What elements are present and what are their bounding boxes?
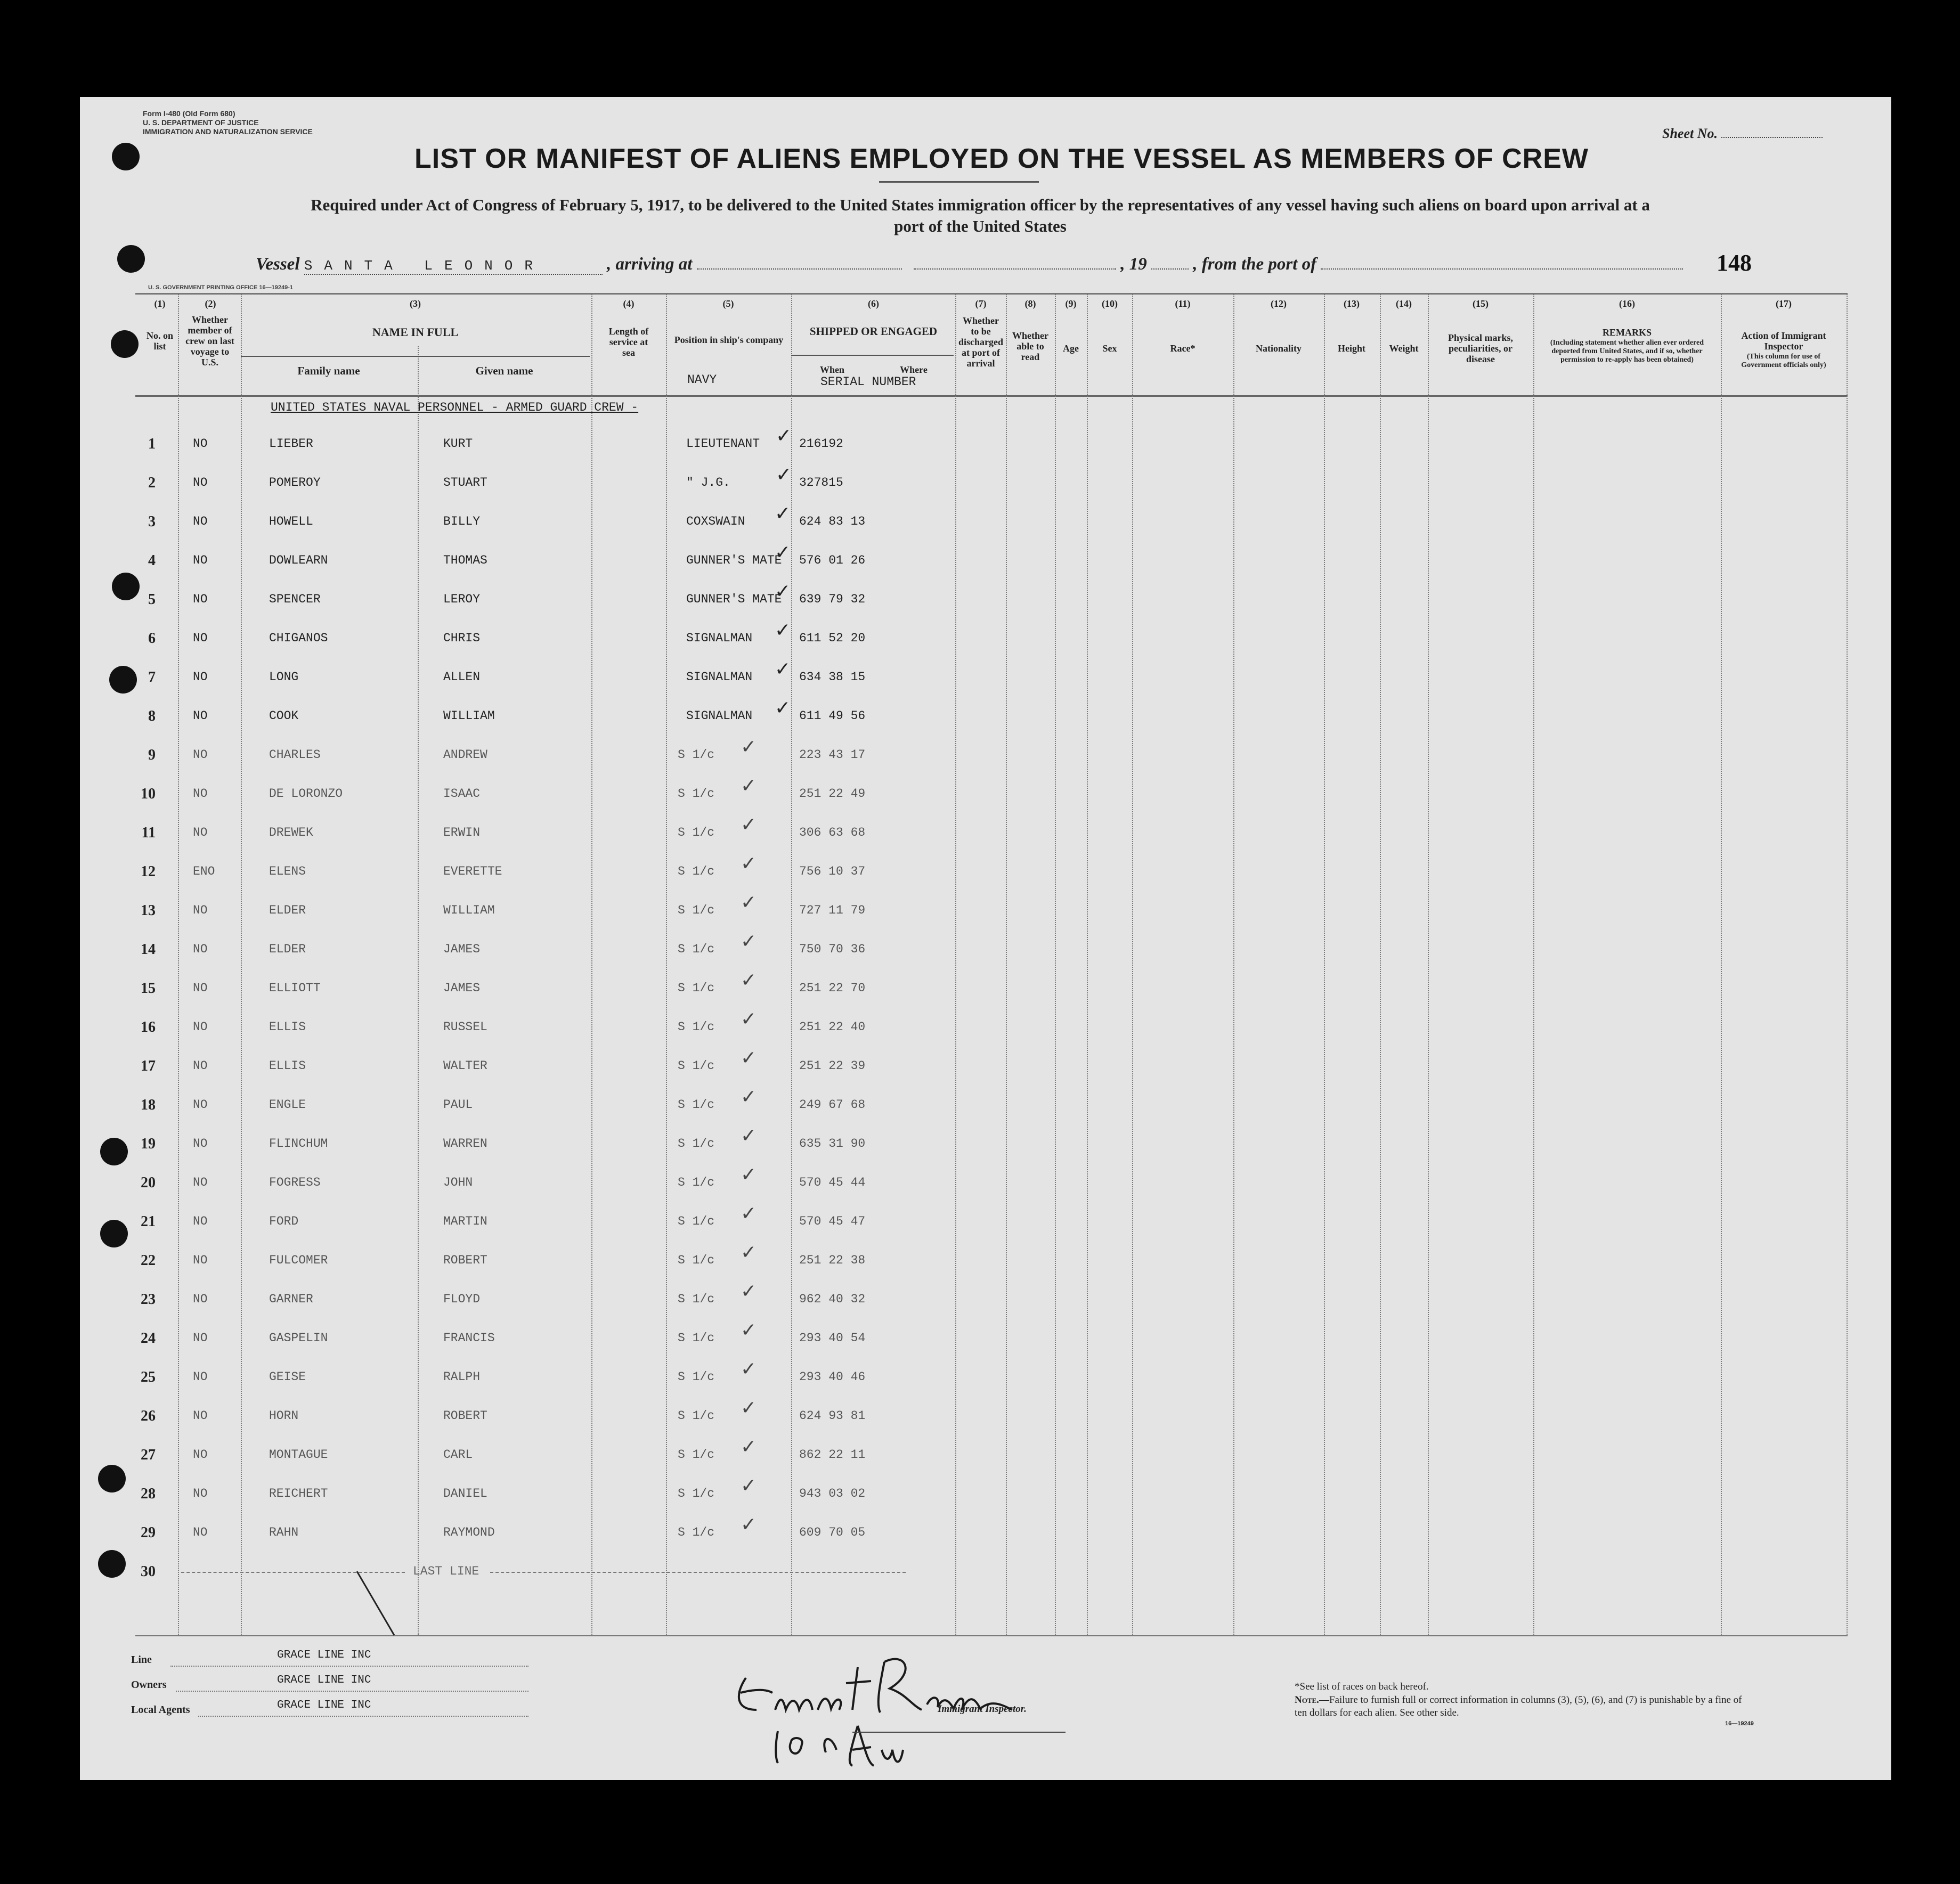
- column-number: (7): [975, 298, 987, 309]
- given-name: RALPH: [443, 1370, 481, 1384]
- column-number: (11): [1175, 298, 1191, 309]
- prior-voyage: ENO: [193, 864, 215, 878]
- row-number: 20: [141, 1175, 156, 1191]
- document-title: LIST OR MANIFEST OF ALIENS EMPLOYED ON THE VESSEL AS MEMBERS OF CREW: [414, 143, 1589, 174]
- position: SIGNALMAN: [686, 670, 753, 684]
- column-number: (15): [1473, 298, 1489, 309]
- prior-voyage: NO: [193, 437, 208, 451]
- row-number: 7: [148, 669, 156, 686]
- family-name: FORD: [269, 1214, 299, 1228]
- serial-number: 962 40 32: [799, 1292, 866, 1306]
- prior-voyage: NO: [193, 981, 208, 995]
- serial-number: 943 03 02: [799, 1487, 866, 1500]
- column-header-remarks: REMARKS: [1602, 327, 1652, 338]
- row-number: 19: [141, 1136, 156, 1152]
- row-number: 10: [141, 786, 156, 802]
- row-number: 13: [141, 902, 156, 919]
- inspector-signature: [725, 1630, 1071, 1768]
- check-mark-icon: ✓: [776, 464, 792, 486]
- family-name: GEISE: [269, 1370, 306, 1384]
- prior-voyage: NO: [193, 1020, 208, 1034]
- position: SIGNALMAN: [686, 631, 753, 645]
- check-mark-icon: ✓: [775, 542, 791, 564]
- row-number: 24: [141, 1330, 156, 1347]
- prior-voyage: NO: [193, 476, 208, 490]
- prior-voyage: NO: [193, 553, 208, 567]
- family-name: FLINCHUM: [269, 1137, 328, 1151]
- column-header-family-name: Family name: [297, 364, 360, 377]
- check-mark-icon: ✓: [775, 619, 791, 641]
- last-line: LAST LINE: [413, 1564, 479, 1578]
- given-name: ROBERT: [443, 1253, 487, 1267]
- row-number: 22: [141, 1252, 156, 1269]
- subtitle-line: Required under Act of Congress of February 5, 1917, to be delivered to the United States immigration officer by the representatives of any vessel having such aliens on board upon arrival at a: [311, 195, 1650, 214]
- serial-number: 756 10 37: [799, 864, 866, 878]
- prior-voyage: NO: [193, 1409, 208, 1423]
- row-number: 2: [148, 475, 156, 491]
- prior-voyage: NO: [193, 1176, 208, 1189]
- position: S 1/c: [678, 1487, 715, 1500]
- prior-voyage: NO: [193, 515, 208, 528]
- footer-line-value: GRACE LINE INC: [277, 1649, 371, 1661]
- row-number: 28: [141, 1486, 156, 1502]
- check-mark-icon: ✓: [741, 1514, 757, 1536]
- position: S 1/c: [678, 1214, 715, 1228]
- family-name: ELLIOTT: [269, 981, 321, 995]
- given-name: WILLIAM: [443, 709, 495, 723]
- form-id-line: U. S. DEPARTMENT OF JUSTICE: [143, 118, 259, 127]
- prior-voyage: NO: [193, 592, 208, 606]
- row-number: 4: [148, 552, 156, 569]
- check-mark-icon: ✓: [775, 503, 791, 525]
- position: S 1/c: [678, 864, 715, 878]
- column-header-height: Height: [1338, 343, 1365, 354]
- row-number: 18: [141, 1097, 156, 1113]
- column-header-weight: Weight: [1389, 343, 1419, 354]
- position: S 1/c: [678, 1020, 715, 1034]
- given-name: RAYMOND: [443, 1526, 495, 1539]
- printing-office: U. S. GOVERNMENT PRINTING OFFICE 16—19249-1: [148, 284, 294, 291]
- handwritten-note: 10 00 Arv: [788, 1758, 815, 1764]
- position: S 1/c: [678, 787, 715, 801]
- position: S 1/c: [678, 1098, 715, 1112]
- check-mark-icon: ✓: [741, 1358, 757, 1380]
- column-header-age: Age: [1063, 343, 1079, 354]
- column-header-position: Position in ship's company: [674, 335, 784, 345]
- position: S 1/c: [678, 903, 715, 917]
- check-mark-icon: ✓: [741, 1436, 757, 1458]
- section-heading: UNITED STATES NAVAL PERSONNEL - ARMED GUARD CREW -: [271, 401, 639, 414]
- check-mark-icon: ✓: [741, 1319, 757, 1341]
- check-mark-icon: ✓: [741, 892, 757, 914]
- serial-number: 251 22 39: [799, 1059, 866, 1073]
- given-name: LEROY: [443, 592, 481, 606]
- column-number: (4): [623, 298, 635, 309]
- prior-voyage: NO: [193, 942, 208, 956]
- family-name: CHARLES: [269, 748, 321, 762]
- footer-owners-label: Owners: [131, 1679, 167, 1691]
- row-number: 17: [141, 1058, 156, 1074]
- family-name: RAHN: [269, 1526, 299, 1539]
- column-header-race: Race*: [1170, 343, 1195, 354]
- prior-voyage: NO: [193, 903, 208, 917]
- family-name: ENGLE: [269, 1098, 306, 1112]
- row-number: 27: [141, 1447, 156, 1463]
- subtitle-line: port of the United States: [894, 217, 1067, 235]
- row-number: 11: [141, 825, 156, 841]
- given-name: ERWIN: [443, 826, 481, 839]
- note-text: —Failure to furnish full or correct information in columns (3), (5), (6), and (7) is punishable by a fine of ten dollars for each alien. See other side.: [1295, 1694, 1742, 1718]
- column-header-no: No. on list: [146, 330, 173, 352]
- serial-number: 306 63 68: [799, 826, 866, 839]
- check-mark-icon: ✓: [741, 1164, 757, 1186]
- given-name: JAMES: [443, 942, 481, 956]
- given-name: FRANCIS: [443, 1331, 495, 1345]
- serial-number: 251 22 70: [799, 981, 866, 995]
- footer-owners-value: GRACE LINE INC: [277, 1674, 371, 1686]
- binder-hole: [98, 1465, 126, 1492]
- document-subtitle: [160, 194, 1801, 237]
- sheet-label-text: Sheet No.: [1662, 126, 1718, 141]
- page-number: 148: [1717, 250, 1752, 276]
- check-mark-icon: ✓: [741, 1242, 757, 1263]
- family-name: ELLIS: [269, 1059, 306, 1073]
- given-name: KURT: [443, 437, 473, 451]
- prior-voyage: NO: [193, 1253, 208, 1267]
- serial-number: 251 22 40: [799, 1020, 866, 1034]
- column-number: (14): [1396, 298, 1412, 309]
- column-number: (2): [205, 298, 216, 309]
- row-number: 30: [141, 1563, 156, 1580]
- check-mark-icon: ✓: [741, 1008, 757, 1030]
- serial-number: 293 40 46: [799, 1370, 866, 1384]
- position: S 1/c: [678, 1448, 715, 1462]
- given-name: MARTIN: [443, 1214, 487, 1228]
- prior-voyage: NO: [193, 670, 208, 684]
- check-mark-icon: ✓: [776, 425, 792, 447]
- prior-voyage: NO: [193, 631, 208, 645]
- footer-agents-value: GRACE LINE INC: [277, 1699, 371, 1711]
- vessel-label: Vessel: [256, 255, 300, 274]
- sheet-label: [1662, 126, 1823, 142]
- column-header-physical-marks: Physical marks, peculiarities, or disease: [1447, 332, 1513, 364]
- form-code: 16—19249: [1725, 1720, 1754, 1727]
- given-name: DANIEL: [443, 1487, 487, 1500]
- family-name: DREWEK: [269, 826, 313, 839]
- column-number: (17): [1776, 298, 1792, 309]
- form-id-line: IMMIGRATION AND NATURALIZATION SERVICE: [143, 127, 313, 136]
- position: S 1/c: [678, 748, 715, 762]
- binder-hole: [117, 245, 145, 273]
- serial-number: 327815: [799, 476, 843, 490]
- prior-voyage: NO: [193, 1331, 208, 1345]
- prior-voyage: NO: [193, 1098, 208, 1112]
- family-name: MONTAGUE: [269, 1448, 328, 1462]
- row-number: 26: [141, 1408, 156, 1424]
- serial-number: 635 31 90: [799, 1137, 866, 1151]
- position: S 1/c: [678, 826, 715, 839]
- position: SIGNALMAN: [686, 709, 753, 723]
- check-mark-icon: ✓: [741, 1203, 757, 1225]
- column-number: (13): [1344, 298, 1360, 309]
- column-header-name: NAME IN FULL: [372, 325, 459, 339]
- position: S 1/c: [678, 1137, 715, 1151]
- row-number: 6: [148, 630, 156, 647]
- position: LIEUTENANT: [686, 437, 760, 451]
- column-header-where: Where: [900, 364, 928, 375]
- position: " J.G.: [686, 476, 730, 490]
- row-number: 23: [141, 1291, 156, 1308]
- binder-hole: [112, 143, 140, 170]
- footer-line-label: Line: [131, 1654, 152, 1666]
- serial-number: 639 79 32: [799, 592, 866, 606]
- given-name: THOMAS: [443, 553, 487, 567]
- prior-voyage: NO: [193, 1059, 208, 1073]
- column-header-when: When: [819, 364, 844, 375]
- vessel-line: [256, 255, 1683, 275]
- family-name: SPENCER: [269, 592, 321, 606]
- check-mark-icon: ✓: [741, 969, 757, 991]
- column-header-shipped: SHIPPED OR ENGAGED: [809, 325, 938, 338]
- check-mark-icon: ✓: [741, 1475, 757, 1497]
- column-number: (1): [154, 298, 166, 309]
- vessel-name: SANTA LEONOR: [304, 258, 603, 275]
- row-number: 3: [148, 513, 156, 530]
- prior-voyage: NO: [193, 1214, 208, 1228]
- column-number: (6): [868, 298, 879, 309]
- row-number: 8: [148, 708, 156, 724]
- column-header-nationality: Nationality: [1255, 343, 1302, 354]
- slash-mark: [352, 1566, 416, 1641]
- prior-voyage: NO: [193, 748, 208, 762]
- row-number: 9: [148, 747, 156, 763]
- prior-voyage: NO: [193, 1292, 208, 1306]
- given-name: PAUL: [443, 1098, 473, 1112]
- column-header-prior-voyage: Whether member of crew on last voyage to U.S.: [185, 314, 234, 368]
- given-name: CARL: [443, 1448, 473, 1462]
- footer-agents-label: Local Agents: [131, 1704, 190, 1716]
- given-name: WARREN: [443, 1137, 487, 1151]
- given-name: RUSSEL: [443, 1020, 487, 1034]
- signature-text: Ernest Renson: [767, 1676, 807, 1682]
- family-name: GASPELIN: [269, 1331, 328, 1345]
- prior-voyage: NO: [193, 709, 208, 723]
- position: S 1/c: [678, 1331, 715, 1345]
- column-header-sex: Sex: [1102, 343, 1117, 354]
- column-number: (8): [1024, 298, 1036, 309]
- serial-number: 249 67 68: [799, 1098, 866, 1112]
- column-header-serial-number: SERIAL NUMBER: [820, 375, 916, 389]
- family-name: ELENS: [269, 864, 306, 878]
- given-name: CHRIS: [443, 631, 481, 645]
- column-number: (12): [1271, 298, 1287, 309]
- row-number: 14: [141, 941, 156, 958]
- serial-number: 293 40 54: [799, 1331, 866, 1345]
- prior-voyage: NO: [193, 787, 208, 801]
- position: COXSWAIN: [686, 515, 745, 528]
- column-header-discharged: Whether to be discharged at port of arrival: [958, 315, 1003, 369]
- row-number: 16: [141, 1019, 156, 1035]
- family-name: LIEBER: [269, 437, 313, 451]
- column-header-given-name: Given name: [475, 364, 533, 377]
- column-header-inspector-note: (This column for use of Government officials only): [1741, 353, 1826, 369]
- serial-number: 251 22 49: [799, 787, 866, 801]
- prior-voyage: NO: [193, 1137, 208, 1151]
- column-number: (16): [1619, 298, 1635, 309]
- given-name: WALTER: [443, 1059, 487, 1073]
- serial-number: 576 01 26: [799, 553, 866, 567]
- serial-number: 611 49 56: [799, 709, 866, 723]
- serial-number: 251 22 38: [799, 1253, 866, 1267]
- check-mark-icon: ✓: [741, 736, 757, 758]
- family-name: FOGRESS: [269, 1176, 321, 1189]
- serial-number: 609 70 05: [799, 1526, 866, 1539]
- given-name: FLOYD: [443, 1292, 481, 1306]
- family-name: HOWELL: [269, 515, 313, 528]
- race-note: *See list of races on back hereof.: [1295, 1681, 1429, 1692]
- column-number: (5): [722, 298, 734, 309]
- family-name: FULCOMER: [269, 1253, 328, 1267]
- check-mark-icon: ✓: [741, 853, 757, 875]
- family-name: DOWLEARN: [269, 553, 328, 567]
- family-name: COOK: [269, 709, 299, 723]
- position: S 1/c: [678, 1526, 715, 1539]
- family-name: GARNER: [269, 1292, 313, 1306]
- check-mark-icon: ✓: [741, 814, 757, 836]
- serial-number: 223 43 17: [799, 748, 866, 762]
- family-name: DE LORONZO: [269, 787, 343, 801]
- position: S 1/c: [678, 1409, 715, 1423]
- check-mark-icon: ✓: [775, 658, 791, 680]
- check-mark-icon: ✓: [741, 931, 757, 952]
- column-header-navy: NAVY: [687, 373, 717, 387]
- row-number: 5: [148, 591, 156, 608]
- position: GUNNER'S MATE: [686, 592, 782, 606]
- family-name: REICHERT: [269, 1487, 328, 1500]
- given-name: JOHN: [443, 1176, 473, 1189]
- column-number: (3): [410, 298, 421, 309]
- given-name: JAMES: [443, 981, 481, 995]
- position: S 1/c: [678, 1176, 715, 1189]
- serial-number: 750 70 36: [799, 942, 866, 956]
- position: S 1/c: [678, 981, 715, 995]
- given-name: EVERETTE: [443, 864, 502, 878]
- row-number: 25: [141, 1369, 156, 1385]
- check-mark-icon: ✓: [741, 775, 757, 797]
- prior-voyage: NO: [193, 1448, 208, 1462]
- serial-number: 862 22 11: [799, 1448, 866, 1462]
- position: GUNNER'S MATE: [686, 553, 782, 567]
- prior-voyage: NO: [193, 1526, 208, 1539]
- given-name: BILLY: [443, 515, 481, 528]
- serial-number: 570 45 44: [799, 1176, 866, 1189]
- column-header-inspector-action: Action of Immigrant Inspector: [1741, 330, 1826, 352]
- given-name: WILLIAM: [443, 903, 495, 917]
- serial-number: 624 83 13: [799, 515, 866, 528]
- position: S 1/c: [678, 1292, 715, 1306]
- column-header-service-length: Length of service at sea: [608, 326, 649, 358]
- inspector-label: Immigrant Inspector.: [938, 1703, 1027, 1715]
- fine-note: [1295, 1694, 1742, 1719]
- binder-hole: [111, 330, 139, 358]
- position: S 1/c: [678, 1370, 715, 1384]
- serial-number: 570 45 47: [799, 1214, 866, 1228]
- check-mark-icon: ✓: [741, 1125, 757, 1147]
- given-name: STUART: [443, 476, 487, 490]
- position: S 1/c: [678, 1059, 715, 1073]
- column-header-read: Whether able to read: [1012, 330, 1048, 362]
- column-header-remarks-note: (Including statement whether alien ever ordered deported from United States, and if so, whether permission to re-apply has been obtained): [1550, 339, 1704, 364]
- family-name: POMEROY: [269, 476, 321, 490]
- given-name: ANDREW: [443, 748, 487, 762]
- prior-voyage: NO: [193, 1487, 208, 1500]
- row-number: 29: [141, 1524, 156, 1541]
- check-mark-icon: ✓: [741, 1281, 757, 1302]
- given-name: ROBERT: [443, 1409, 487, 1423]
- prior-voyage: NO: [193, 1370, 208, 1384]
- form-id-line: Form I-480 (Old Form 680): [143, 109, 235, 118]
- serial-number: 624 93 81: [799, 1409, 866, 1423]
- row-number: 21: [141, 1213, 156, 1230]
- family-name: ELDER: [269, 942, 306, 956]
- given-name: ISAAC: [443, 787, 481, 801]
- family-name: ELLIS: [269, 1020, 306, 1034]
- check-mark-icon: ✓: [775, 581, 791, 602]
- family-name: LONG: [269, 670, 299, 684]
- check-mark-icon: ✓: [775, 697, 791, 719]
- family-name: CHIGANOS: [269, 631, 328, 645]
- arriving-label: , arriving at: [607, 255, 693, 274]
- year-label: , 19: [1120, 255, 1147, 274]
- column-number: (9): [1065, 298, 1077, 309]
- family-name: HORN: [269, 1409, 299, 1423]
- row-number: 1: [148, 436, 156, 452]
- family-name: ELDER: [269, 903, 306, 917]
- column-number: (10): [1102, 298, 1118, 309]
- serial-number: 216192: [799, 437, 843, 451]
- row-number: 12: [141, 863, 156, 880]
- position: S 1/c: [678, 1253, 715, 1267]
- given-name: ALLEN: [443, 670, 481, 684]
- check-mark-icon: ✓: [741, 1397, 757, 1419]
- binder-hole: [98, 1550, 126, 1578]
- check-mark-icon: ✓: [741, 1047, 757, 1069]
- serial-number: 727 11 79: [799, 903, 866, 917]
- from-port-label: , from the port of: [1193, 255, 1317, 274]
- note-label: Note.: [1295, 1694, 1319, 1706]
- check-mark-icon: ✓: [741, 1086, 757, 1108]
- position: S 1/c: [678, 942, 715, 956]
- form-id: [143, 109, 313, 136]
- serial-number: 611 52 20: [799, 631, 866, 645]
- row-number: 15: [141, 980, 156, 997]
- prior-voyage: NO: [193, 826, 208, 839]
- serial-number: 634 38 15: [799, 670, 866, 684]
